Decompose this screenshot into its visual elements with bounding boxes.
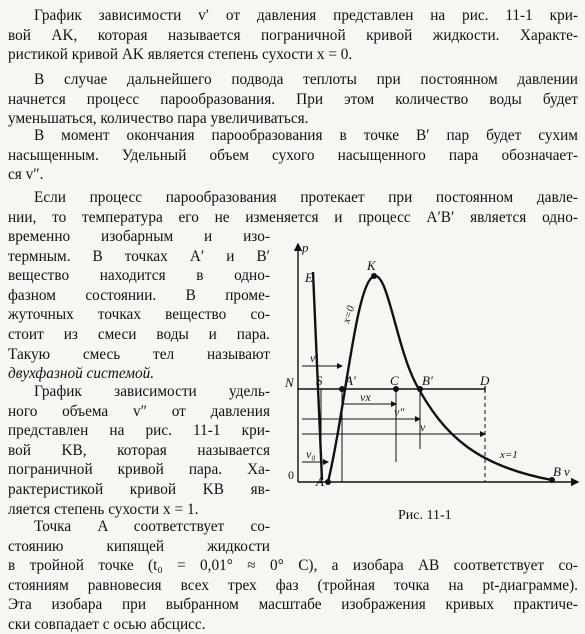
text-line: Если процесс парообразования протекает при постоянном давле- [34,189,578,206]
text-line: Такую смесь тел называют [8,345,270,363]
text-line: двухфазной системой. [8,365,155,383]
label-v0: v₀ [306,447,316,461]
label-vx: vx [360,390,371,404]
label-origin: 0 [288,468,294,482]
text-line: ски совпадает с осью абсцисс. [8,615,206,633]
pv-diagram-figure [272,236,582,536]
text-line: жуточных точках вещество со- [8,306,270,324]
label-p: p [302,240,309,255]
text-line: рактеристикой кривой KB яв- [8,480,270,498]
text-line: нии, то температура его не изменяется и процесс A′B′ является одно- [8,208,578,226]
label-v1: v′ [310,351,318,365]
label-a: A [316,474,324,489]
text-line: представлен на рис. 11-1 кри- [8,422,270,440]
text-line: вой AK, которая называется пограничной кривой жидкости. Характе- [8,26,578,44]
text-line: стояниям равновесия всех трех фаз (тройная точка на pt-диаграмме). [8,576,578,594]
text-line: Эта изобара при выбранном масштабе изображения кривых практиче- [8,596,578,614]
label-d: D [480,373,490,388]
text-line: пограничной кривой пара. Ха- [8,461,270,479]
paragraph-3 [8,126,578,185]
text-line: фазном состоянии. В проме- [8,286,270,304]
text-line: термным. В точках A′ и B′ [8,247,270,265]
text-line: уменьшаться, количество пара увеличиваться. [8,110,309,128]
text-line: временно изобарным и изо- [8,228,270,245]
boundary-curves [328,276,552,482]
label-k: K [367,258,376,273]
text-line: ного объема v″ от давления [8,402,270,420]
text-line: стоянию кипящей жидкости [8,537,270,555]
text-line: стоит из смеси воды и пара. [8,325,270,343]
paragraph-4-left [8,227,270,384]
paragraph-6-bottom [8,556,578,634]
label-s: S [316,373,323,388]
paragraph-6-left [8,517,270,556]
text-line: В момент окончания парообразования в точке B′ пар будет сухим [34,127,578,144]
point-k [371,273,377,279]
label-x0: x=0 [340,304,358,325]
label-v2: v″ [394,405,405,419]
label-e: E [305,270,313,285]
text-line: График зависимости v′ от давления представлен на рис. 11-1 кри- [34,7,578,24]
text-line: в тройной точке (t₀ = 0,01° ≈ 0° C), а изобара AB соответствует со- [8,557,578,574]
text-line: насыщенным. Удельный объем сухого насыщенного пара обозначает- [8,146,578,164]
text-line: ляется степень сухости x = 1. [8,500,199,518]
label-b: B [553,464,561,479]
text-line: ся v″. [8,166,44,184]
label-v-axis: v [564,464,570,479]
text-line: вой KB, которая называется [8,441,270,459]
paragraph-4-top [8,188,578,227]
label-v: v [420,420,426,434]
text-line: ристикой кривой AK является степень сухости x = 0. [8,46,353,64]
label-c: C [390,373,399,388]
paragraph-1 [8,6,578,65]
label-a1: A′ [345,373,356,388]
text-line: вещество находится в одно- [8,267,270,285]
text-line: начнется процесс парообразования. При этом количество воды будет [8,90,578,108]
paragraph-2 [8,70,578,129]
point-a [325,479,331,485]
text-line: В случае дальнейшего подвода теплоты при постоянном давлении [34,71,578,88]
label-x1: x=1 [500,449,518,461]
label-b1: B′ [422,373,433,388]
text-line: Точка A соответствует со- [34,518,270,535]
text-line: График зависимости удель- [34,383,270,400]
paragraph-5 [8,382,270,519]
figure-caption: Рис. 11-1 [398,508,452,523]
label-n: N [285,375,294,390]
